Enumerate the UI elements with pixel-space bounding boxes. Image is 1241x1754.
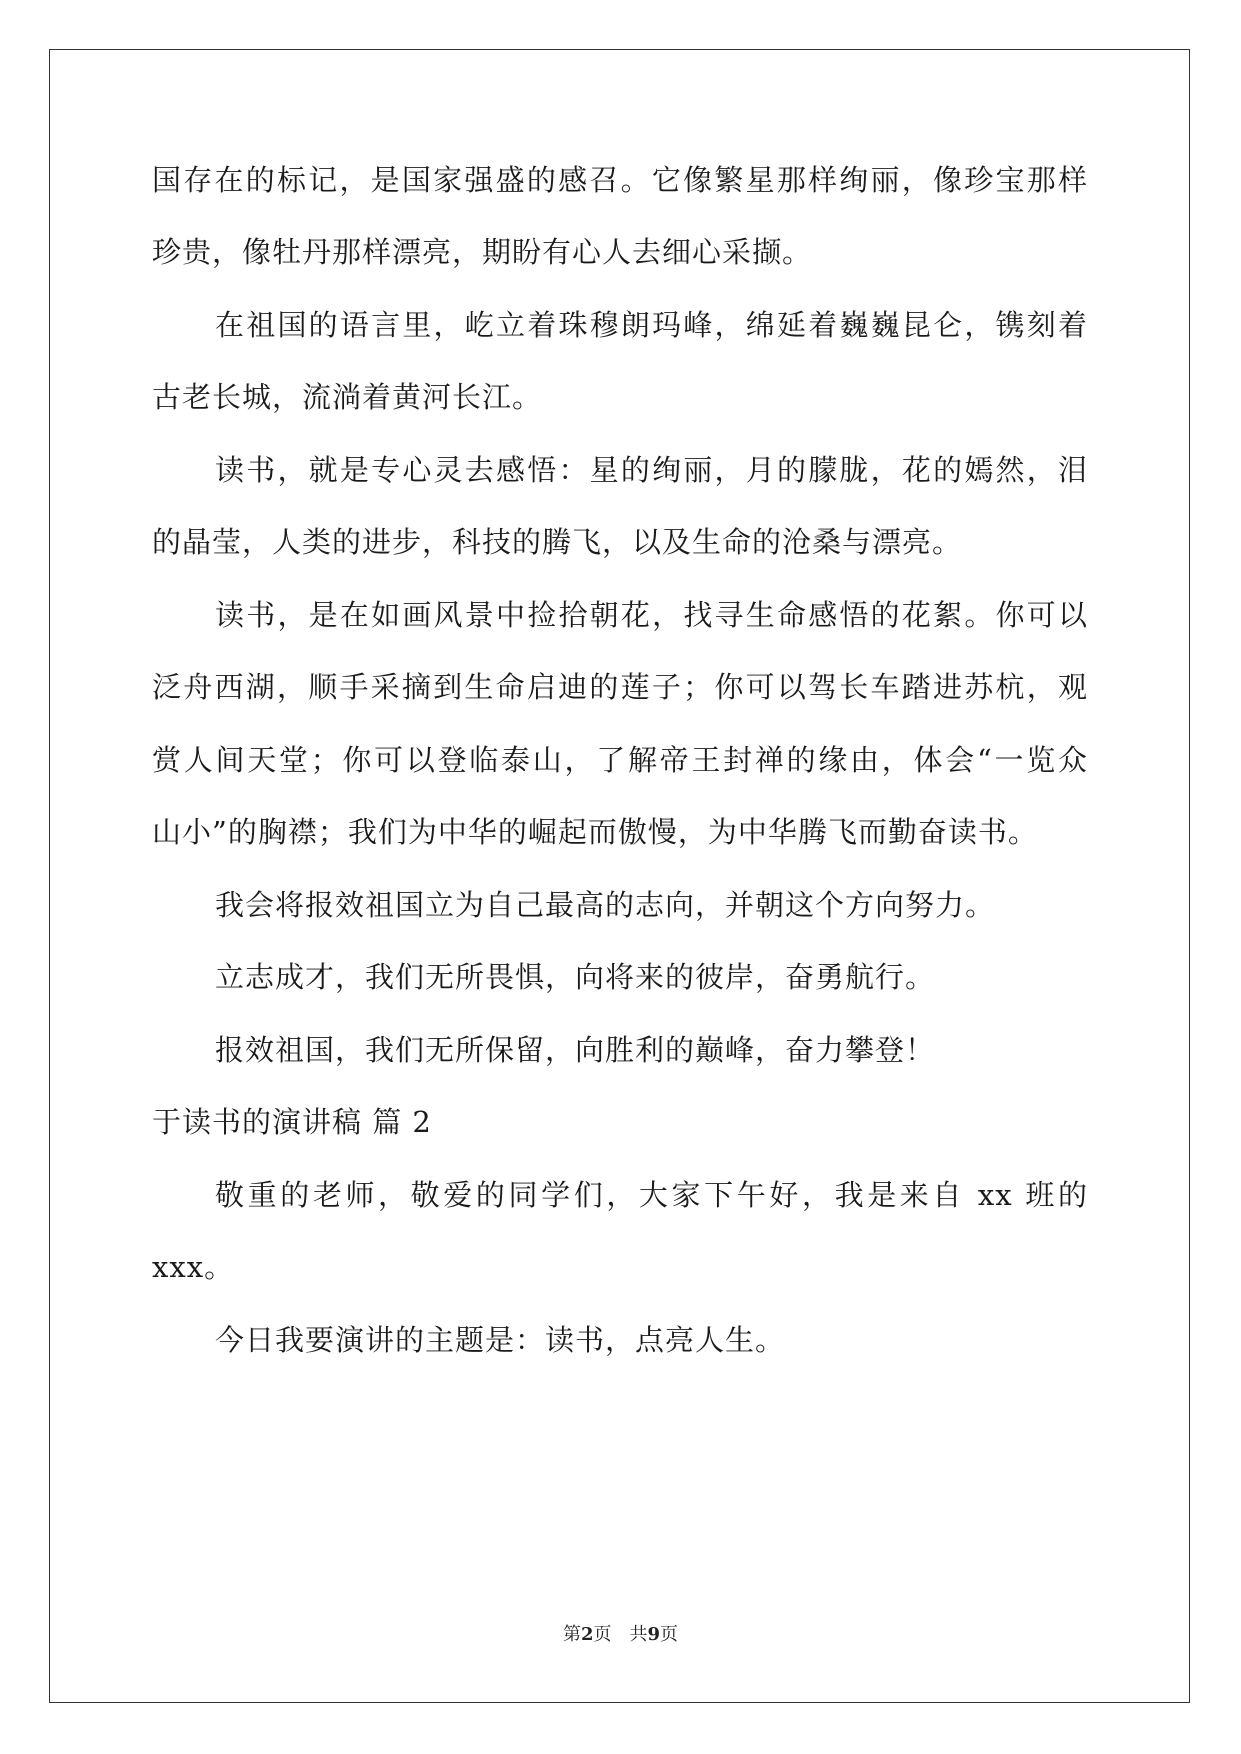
text-line: 泛舟西湖，顺手采摘到生命启迪的莲子；你可以驾长车踏进苏杭，观 [152,670,1088,704]
page-border [49,49,1190,1703]
text-line: 立志成才，我们无所畏惧，向将来的彼岸，奋勇航行。 [215,960,936,994]
text-line: 赏人间天堂；你可以登临泰山，了解帝王封禅的缘由，体会“一览众 [152,743,1088,777]
page-footer [0,1623,1241,1647]
page-number-mid: 页 共 [593,1624,648,1645]
text-line: 报效祖国，我们无所保留，向胜利的巅峰，奋力攀登！ [215,1033,936,1067]
text-line: 敬重的老师，敬爱的同学们，大家下午好，我是来自 xx 班的 [215,1178,1088,1212]
text-line: 在祖国的语言里，屹立着珠穆朗玛峰，绵延着巍巍昆仑，镌刻着 [215,308,1088,342]
current-page-number: 2 [580,1624,594,1645]
text-line: 珍贵，像牡丹那样漂亮，期盼有心人去细心采撷。 [152,235,813,269]
total-page-number: 9 [647,1624,661,1645]
text-line: 读书，是在如画风景中捡拾朝花，找寻生命感悟的花絮。你可以 [215,598,1088,632]
text-line: 读书，就是专心灵去感悟：星的绚丽，月的朦胧，花的嫣然，泪 [215,453,1088,487]
text-line: xxx。 [152,1250,235,1284]
text-line: 古老长城，流淌着黄河长江。 [152,380,543,414]
page-number-prefix: 第 [562,1624,581,1645]
text-line: 今日我要演讲的主题是：读书，点亮人生。 [215,1323,786,1357]
text-line: 山小”的胸襟；我们为中华的崛起而傲慢，为中华腾飞而勤奋读书。 [152,815,1038,849]
section-heading: 于读书的演讲稿 篇 2 [152,1105,432,1139]
text-line: 国存在的标记，是国家强盛的感召。它像繁星那样绚丽，像珍宝那样 [152,163,1088,197]
text-line: 我会将报效祖国立为自己最高的志向，并朝这个方向努力。 [215,888,996,922]
text-line: 的晶莹，人类的进步，科技的腾飞，以及生命的沧桑与漂亮。 [152,525,963,559]
page-number-suffix: 页 [660,1624,679,1645]
